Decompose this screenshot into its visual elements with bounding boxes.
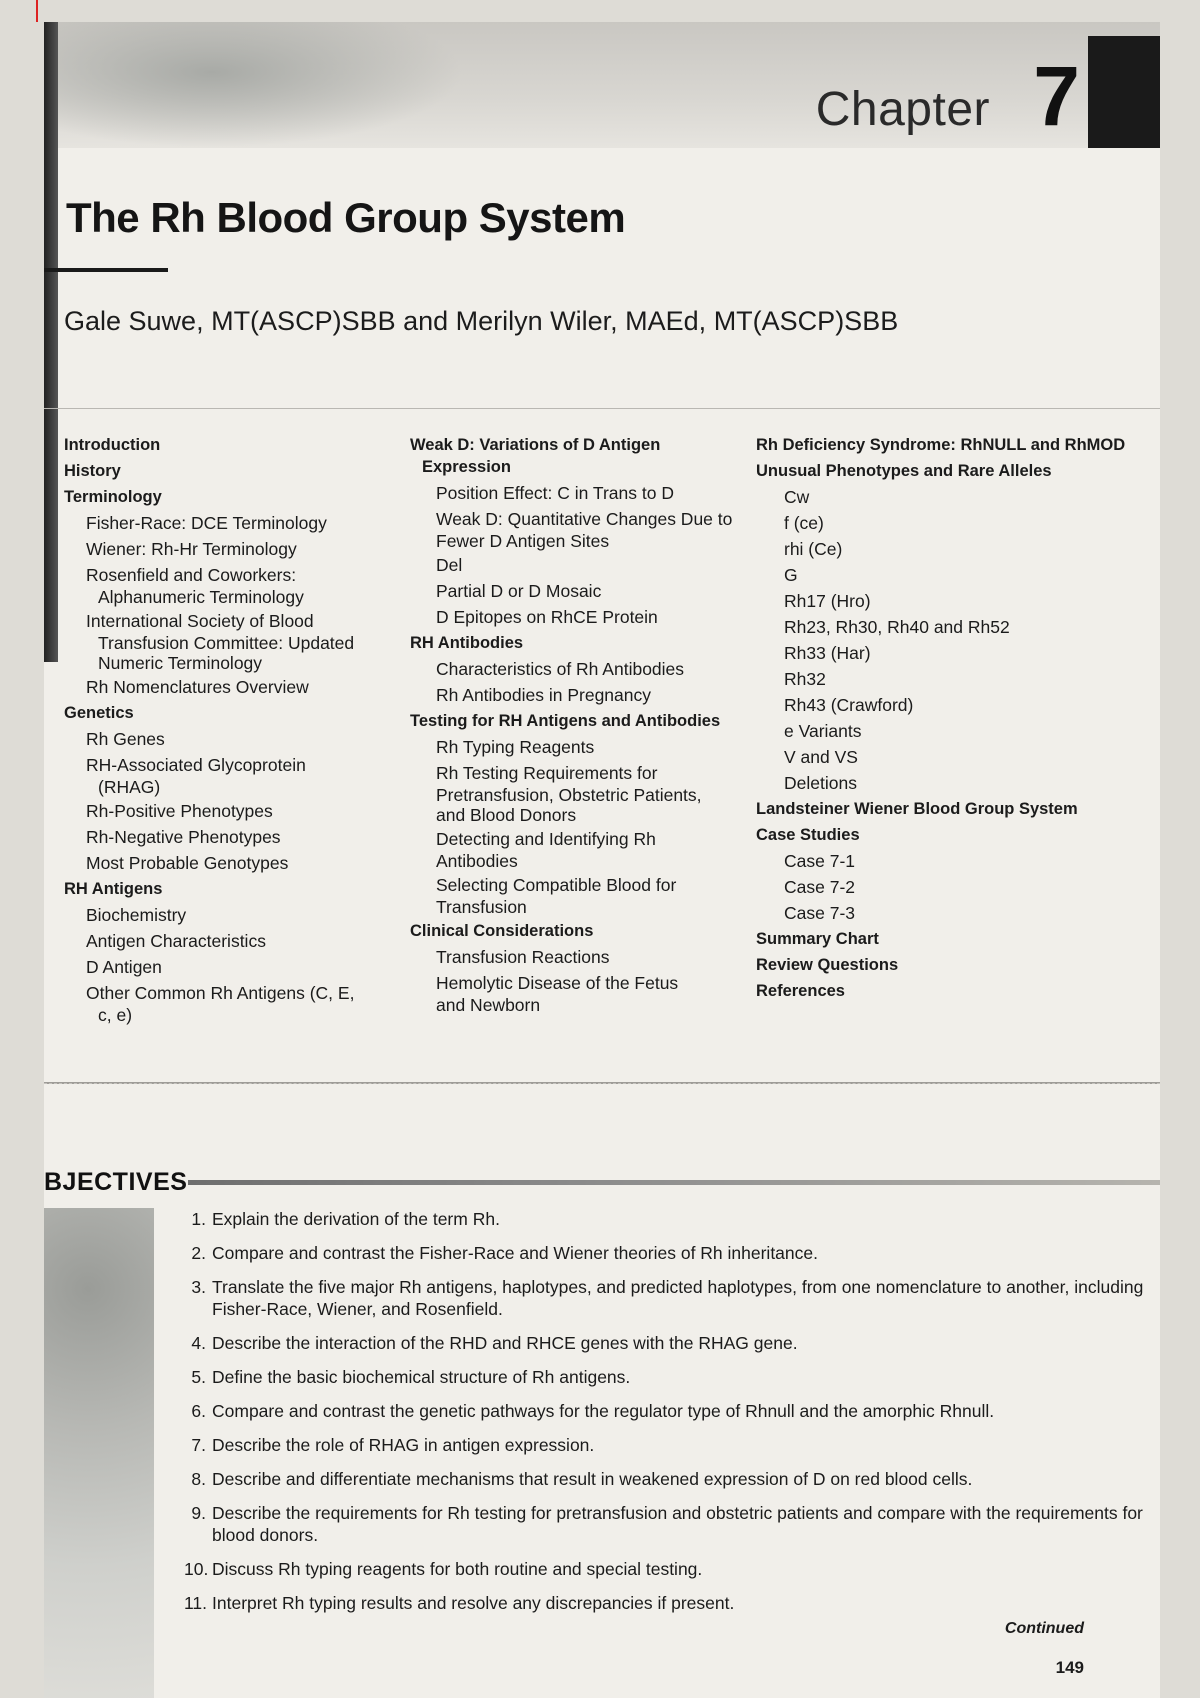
book-page: [44, 22, 1160, 1698]
toc-subentry: International Society of Blood: [86, 611, 314, 631]
toc-subentry: Case 7-1: [784, 851, 856, 871]
objectives-heading: BJECTIVES: [44, 1168, 188, 1196]
toc-subentry: Most Probable Genotypes: [86, 853, 289, 873]
toc-subentry: Wiener: Rh-Hr Terminology: [86, 539, 297, 559]
toc-subentry: Alphanumeric Terminology: [98, 587, 304, 607]
toc-section-heading: Unusual Phenotypes and Rare Alleles: [756, 462, 1052, 480]
toc-subentry: D Antigen: [86, 957, 162, 977]
chapter-header-band: [44, 22, 1160, 148]
objective-number: 1.: [191, 1209, 206, 1229]
objective-text: Compare and contrast the Fisher-Race and Wiener theories of Rh inheritance.: [212, 1243, 818, 1263]
objective-item: [184, 1242, 1144, 1264]
toc-section-heading: Case Studies: [756, 826, 860, 844]
chapter-number: 7: [1033, 49, 1080, 143]
objective-item: [184, 1592, 1144, 1614]
chapter-label: Chapter: [815, 83, 990, 136]
toc-subentry: Case 7-3: [784, 903, 856, 923]
objective-text: Describe the requirements for Rh testing for pretransfusion and obstetric patients and compare with the requirements for blood donors.: [212, 1503, 1143, 1545]
scan-mark: [36, 0, 38, 22]
toc-column-2: [410, 432, 740, 1016]
toc-subentry: V and VS: [784, 747, 858, 767]
page-number: 149: [1055, 1658, 1084, 1677]
toc-bottom-divider: [44, 1082, 1160, 1084]
toc-section-heading: History: [64, 462, 121, 480]
toc-subentry: Rh32: [784, 669, 826, 689]
objective-number: 11.: [184, 1593, 208, 1613]
objective-text: Describe and differentiate mechanisms that result in weakened expression of D on red blood cells.: [212, 1469, 973, 1489]
toc-subentry: Case 7-2: [784, 877, 856, 897]
objective-item: [184, 1208, 1144, 1230]
toc-subentry: and Blood Donors: [436, 805, 577, 825]
toc-subentry: Rh23, Rh30, Rh40 and Rh52: [784, 617, 1010, 637]
toc-subentry: Transfusion Reactions: [436, 947, 610, 967]
toc-column-1: [64, 432, 404, 1026]
toc-subentry: Rh Antibodies in Pregnancy: [436, 685, 651, 705]
toc-subentry: Rh43 (Crawford): [784, 695, 914, 715]
objective-item: [184, 1468, 1144, 1490]
objectives-heading-rule: [188, 1180, 1160, 1185]
toc-top-divider: [44, 408, 1160, 409]
toc-section-heading: Review Questions: [756, 956, 899, 974]
toc-subentry: e Variants: [784, 721, 862, 741]
toc-section-heading: Weak D: Variations of D Antigen: [410, 436, 661, 454]
toc-subentry: Numeric Terminology: [98, 653, 263, 673]
objective-number: 3.: [191, 1277, 206, 1297]
toc-subentry: and Newborn: [436, 995, 541, 1015]
objective-item: [184, 1332, 1144, 1354]
toc-subentry: Transfusion Committee: Updated: [98, 633, 355, 653]
continued-label: Continued: [1004, 1620, 1084, 1637]
objective-number: 5.: [191, 1367, 206, 1387]
toc-column-3: [756, 432, 1156, 1004]
toc-section-heading: Clinical Considerations: [410, 922, 594, 940]
toc-subentry: (RHAG): [98, 777, 161, 797]
objective-text: Describe the role of RHAG in antigen expression.: [212, 1435, 595, 1455]
objective-text: Discuss Rh typing reagents for both routine and special testing.: [212, 1559, 703, 1579]
toc-subentry: f (ce): [784, 513, 824, 533]
toc-subentry: D Epitopes on RhCE Protein: [436, 607, 658, 627]
objective-text: Interpret Rh typing results and resolve any discrepancies if present.: [212, 1593, 735, 1613]
objective-number: 10.: [184, 1559, 209, 1579]
page-binding-edge: [44, 22, 58, 662]
objective-number: 2.: [191, 1243, 206, 1263]
toc-subentry: Rh33 (Har): [784, 643, 871, 663]
toc-subentry: Cw: [784, 487, 810, 507]
toc-section-heading: Rh Deficiency Syndrome: RhNULL and RhMOD: [756, 436, 1126, 454]
toc-subentry: Transfusion: [436, 897, 527, 917]
toc-subentry: Pretransfusion, Obstetric Patients,: [436, 785, 702, 805]
objective-item: [184, 1434, 1144, 1456]
toc-subentry: Antibodies: [436, 851, 518, 871]
toc-section-heading: RH Antibodies: [410, 634, 524, 652]
toc-section-heading: Testing for RH Antigens and Antibodies: [410, 712, 721, 730]
toc-subentry: Rh Testing Requirements for: [436, 763, 658, 783]
toc-section-heading: Terminology: [64, 488, 162, 506]
toc-subentry: Partial D or D Mosaic: [436, 581, 602, 601]
toc-section-heading: Landsteiner Wiener Blood Group System: [756, 800, 1078, 818]
objective-item: [184, 1366, 1144, 1388]
toc-subentry: Rh17 (Hro): [784, 591, 871, 611]
toc-subentry: Position Effect: C in Trans to D: [436, 483, 674, 503]
toc-section-heading: RH Antigens: [64, 880, 163, 898]
toc-subentry: Rh Nomenclatures Overview: [86, 677, 309, 697]
objective-text: Explain the derivation of the term Rh.: [212, 1209, 500, 1229]
toc-section-heading: Genetics: [64, 704, 134, 722]
objective-item: [184, 1276, 1144, 1320]
toc-section-heading: References: [756, 982, 845, 1000]
objective-text: Describe the interaction of the RHD and RHCE genes with the RHAG gene.: [212, 1333, 798, 1353]
toc-subentry: Detecting and Identifying Rh: [436, 829, 656, 849]
objective-item: [184, 1502, 1144, 1546]
objective-item: [184, 1400, 1144, 1422]
toc-subentry: Biochemistry: [86, 905, 187, 925]
toc-subentry: Rosenfield and Coworkers:: [86, 565, 297, 585]
page-title: The Rh Blood Group System: [66, 194, 626, 241]
toc-subentry: Rh-Negative Phenotypes: [86, 827, 281, 847]
objective-number: 7.: [191, 1435, 206, 1455]
toc-subentry: Del: [436, 555, 463, 575]
toc-subentry: Deletions: [784, 773, 857, 793]
toc-subentry: Rh-Positive Phenotypes: [86, 801, 273, 821]
toc-subentry: G: [784, 565, 798, 585]
toc-section-heading: Summary Chart: [756, 930, 879, 948]
toc-section-heading: Introduction: [64, 436, 161, 454]
toc-subentry: Rh Typing Reagents: [436, 737, 595, 757]
toc-subentry: c, e): [98, 1005, 133, 1025]
objective-text: Translate the five major Rh antigens, haplotypes, and predicted haplotypes, from one nomenclature to another, including Fisher-Race, Wiener, and Rosenfield.: [212, 1277, 1144, 1319]
title-underline: [44, 268, 168, 272]
objective-text: Define the basic biochemical structure of Rh antigens.: [212, 1367, 631, 1387]
toc-subentry: RH-Associated Glycoprotein: [86, 755, 306, 775]
toc-subentry: Selecting Compatible Blood for: [436, 875, 677, 895]
toc-subentry: rhi (Ce): [784, 539, 843, 559]
toc-section-heading: Expression: [422, 458, 511, 476]
toc-subentry: Antigen Characteristics: [86, 931, 266, 951]
toc-subentry: Hemolytic Disease of the Fetus: [436, 973, 679, 993]
objective-item: [184, 1558, 1144, 1580]
chapter-authors: Gale Suwe, MT(ASCP)SBB and Merilyn Wiler, MAEd, MT(ASCP)SBB: [64, 306, 899, 336]
objectives-list: [184, 1208, 1144, 1626]
chapter-tab-block: [1088, 36, 1160, 148]
toc-subentry: Other Common Rh Antigens (C, E,: [86, 983, 355, 1003]
toc-subentry: Fisher-Race: DCE Terminology: [86, 513, 327, 533]
toc-subentry: Characteristics of Rh Antibodies: [436, 659, 685, 679]
toc-subentry: Fewer D Antigen Sites: [436, 531, 610, 551]
toc-subentry: Rh Genes: [86, 729, 165, 749]
objective-number: 8.: [191, 1469, 206, 1489]
objective-number: 4.: [191, 1333, 206, 1353]
objective-text: Compare and contrast the genetic pathways for the regulator type of Rhnull and the amorphic Rhnull.: [212, 1401, 995, 1421]
decorative-cell-photo: [44, 1208, 154, 1698]
objective-number: 9.: [191, 1503, 206, 1523]
objective-number: 6.: [191, 1401, 206, 1421]
toc-subentry: Weak D: Quantitative Changes Due to: [436, 509, 733, 529]
